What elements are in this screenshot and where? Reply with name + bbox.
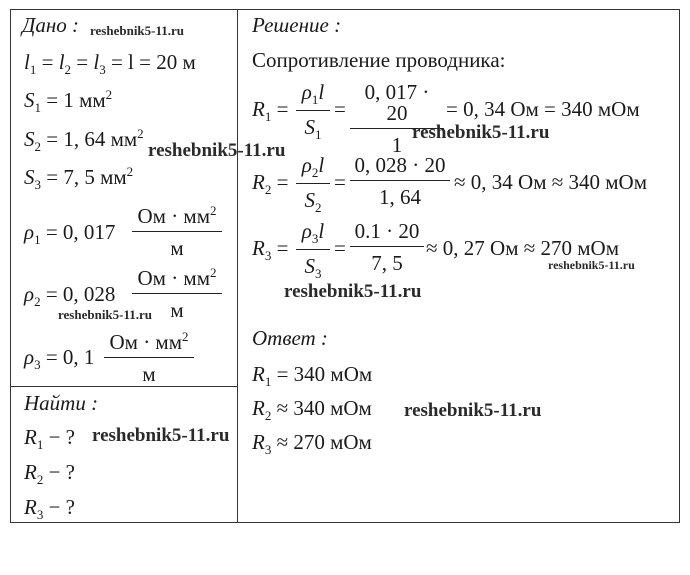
watermark: reshebnik5-11.ru [412, 122, 550, 143]
r1-result: = 0, 34 Ом = 340 мОм [446, 97, 640, 121]
given-heading: Дано : [22, 13, 80, 37]
find-r3: $R_3$ − ? [24, 495, 75, 522]
r3-formula-fraction: $\frac{\rho_3l}{S_3}$ [296, 221, 330, 280]
r2-formula-fraction: $\frac{\rho_2l}{S_2}$ [296, 155, 330, 214]
find-r1: $R_1$ − ? [24, 425, 75, 452]
watermark: reshebnik5-11.ru [58, 307, 153, 322]
given-s3: $S_3 = 7$, 5 $мм^2$ [24, 164, 134, 192]
answer-r3: $R_3 \approx 270$ мОм [252, 430, 372, 457]
rho1-unit-fraction: Ом · $мм^2$ м [132, 204, 222, 259]
r1-lhs: $R_1$ = [252, 97, 289, 124]
answer-r1: $R_1 = 340$ мОм [252, 362, 373, 389]
given-rho3: $\rho_3 = 0$, 1 [24, 345, 95, 372]
watermark: reshebnik5-11.ru [548, 258, 635, 272]
r3-numeric-fraction: $\frac{0.1 \cdot 20}{7, 5}$ [350, 221, 424, 274]
watermark: reshebnik5-11.ru [90, 23, 185, 38]
answer-heading: Ответ : [252, 326, 328, 350]
r2-numeric-fraction: $\frac{0, 028 \cdot 20}{1, 64}$ [350, 155, 450, 208]
watermark: reshebnik5-11.ru [404, 400, 542, 421]
given-rho1: $\rho_1 = 0$, 017 [24, 220, 116, 247]
r1-formula-fraction: $\frac{\rho_1l}{S_1}$ [296, 82, 330, 141]
column-divider [237, 9, 238, 523]
r1-numeric-fraction: $\frac{0, 017 \cdot 20}{1}$ [350, 82, 444, 156]
given-find-divider [10, 386, 238, 387]
solution-heading: Решение : [252, 13, 342, 37]
rho2-unit-fraction: Ом · $мм^2$ м [132, 266, 222, 321]
given-s2: $S_2 = 1$, 64 $мм^2$ [24, 126, 144, 154]
r3-equals: = [334, 236, 346, 260]
answer-r2: $R_2 \approx 340$ мОм [252, 396, 372, 423]
find-heading: Найти : [24, 391, 99, 415]
find-r2: $R_2$ − ? [24, 460, 75, 487]
r1-equals: = [334, 97, 346, 121]
solution-intro: Сопротивление проводника: [252, 48, 506, 72]
watermark: reshebnik5-11.ru [92, 425, 230, 446]
rho3-unit-fraction: Ом · $мм^2$ м [104, 330, 194, 385]
r2-equals: = [334, 170, 346, 194]
r2-lhs: $R_2$ = [252, 170, 289, 197]
given-rho2: $\rho_2 = 0$, 028 [24, 282, 116, 309]
r3-lhs: $R_3$ = [252, 236, 289, 263]
r3-result: ≈ 0, 27 Ом ≈ 270 мОм [426, 236, 619, 260]
watermark: reshebnik5-11.ru [284, 281, 422, 302]
given-length: $l_1 = l_2 = l_3 = l = 20$ м [24, 50, 196, 77]
given-s1: $S_1 = 1$ $мм^2$ [24, 87, 113, 115]
r2-result: ≈ 0, 34 Ом ≈ 340 мОм [454, 170, 647, 194]
watermark: reshebnik5-11.ru [148, 140, 286, 161]
